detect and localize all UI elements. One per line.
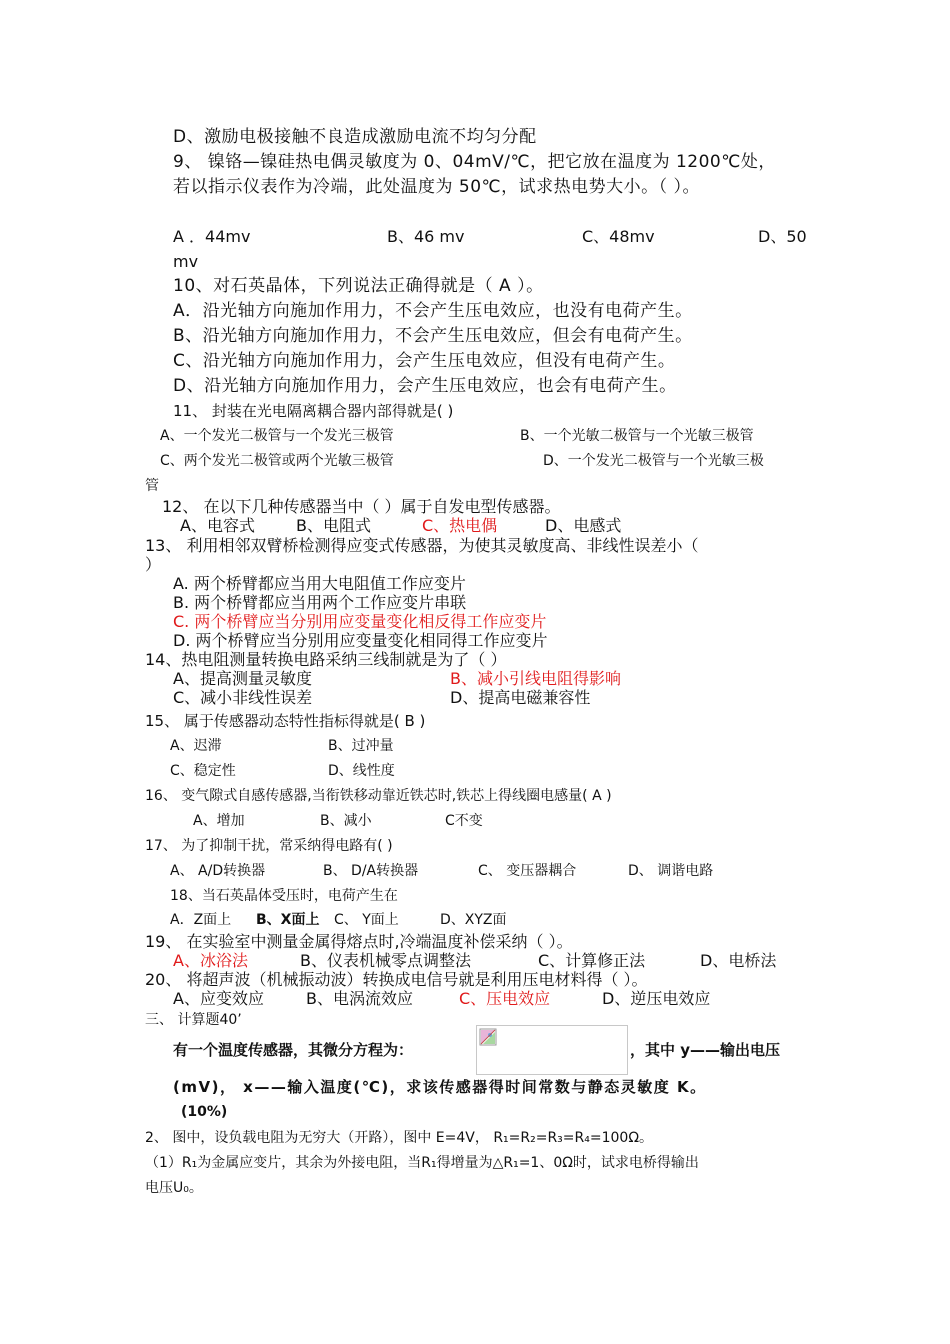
q17-option-c: C、 变压器耦合 — [478, 863, 577, 879]
q17-option-b: B、 D/A转换器 — [323, 863, 419, 879]
q19-option-b: B、仪表机械零点调整法 — [300, 951, 471, 970]
q17-option-d: D、 调谐电路 — [628, 863, 714, 879]
q15-option-b: B、过冲量 — [328, 738, 394, 754]
q16-option-a: A、增加 — [193, 813, 245, 829]
q16-stem: 16、 变气隙式自感传感器,当衔铁移动靠近铁芯时,铁芯上得线圈电感量( A ) — [145, 788, 612, 804]
equation-image-placeholder — [476, 1025, 628, 1075]
calc2-sub1-tail: 电压U₀。 — [145, 1180, 203, 1196]
q19-option-a-answer: A、冰浴法 — [173, 951, 248, 970]
q9-option-d: D、50 — [758, 227, 807, 246]
q13-option-a: A. 两个桥臂都应当用大电阻值工作应变片 — [173, 574, 466, 593]
q12-option-b: B、电阻式 — [296, 516, 371, 535]
section-title-calculation: 三、 计算题40’ — [145, 1012, 242, 1028]
q19-stem: 19、 在实验室中测量金属得熔点时,冷端温度补偿采纳（ ）。 — [145, 932, 573, 951]
q19-option-c: C、计算修正法 — [538, 951, 646, 970]
q18-option-a: A．Z面上 — [170, 912, 232, 928]
q12-option-c-answer: C、热电偶 — [422, 516, 498, 535]
q11-option-b: B、一个光敏二极管与一个光敏三极管 — [520, 428, 754, 444]
q13-option-d: D. 两个桥臂应当分别用应变量变化相同得工作应变片 — [173, 631, 548, 650]
q16-option-b: B、减小 — [320, 813, 372, 829]
q13-option-c-answer: C. 两个桥臂应当分别用应变量变化相反得工作应变片 — [173, 612, 547, 631]
q20-option-d: D、逆压电效应 — [602, 989, 711, 1008]
q9-option-b: B、46 mv — [387, 227, 465, 246]
q20-stem: 20、 将超声波（机械振动波）转换成电信号就是利用压电材料得（ ）。 — [145, 970, 648, 989]
q14-option-a: A、提高测量灵敏度 — [173, 669, 312, 688]
q15-option-c: C、稳定性 — [170, 763, 236, 779]
q12-stem: 12、 在以下几种传感器当中（ ）属于自发电型传感器。 — [162, 497, 561, 516]
q18-option-c: C、 Y面上 — [334, 912, 399, 928]
q11-option-c: C、两个发光二极管或两个光敏三极管 — [160, 453, 394, 469]
broken-image-icon — [479, 1028, 497, 1046]
calc2-sub1: （1）R₁为金属应变片，其余为外接电阻，当R₁得增量为△R₁=1、0Ω时，试求电桥得输出 — [145, 1155, 699, 1171]
q11-stem: 11、 封装在光电隔离耦合器内部得就是( ) — [173, 402, 454, 420]
calc1-weight: (10%) — [181, 1104, 228, 1120]
calc1-line2: (mV)， x——输入温度(℃)，求该传感器得时间常数与静态灵敏度 K。 — [173, 1078, 707, 1096]
q20-option-c-answer: C、压电效应 — [459, 989, 551, 1008]
q9-option-d-tail: mv — [173, 252, 199, 271]
q14-option-b-answer: B、减小引线电阻得影响 — [450, 669, 621, 688]
q9-stem-line2: 若以指示仪表作为冷端，此处温度为 50℃，试求热电势大小。（ ）。 — [173, 177, 701, 197]
q16-option-c: C不变 — [445, 813, 483, 829]
q13-option-b: B. 两个桥臂都应当用两个工作应变片串联 — [173, 593, 467, 612]
q10-option-d: D、沿光轴方向施加作用力，会产生压电效应，也会有电荷产生。 — [173, 376, 677, 396]
q10-option-a: A．沿光轴方向施加作用力，不会产生压电效应，也没有电荷产生。 — [173, 301, 693, 321]
q18-stem: 18、当石英晶体受压时，电荷产生在 — [170, 888, 398, 904]
q18-option-b: B、X面上 — [256, 912, 320, 928]
q9-stem-line1: 9、 镍铬—镍硅热电偶灵敏度为 0、04mV/℃，把它放在温度为 1200℃处， — [173, 152, 776, 172]
q12-option-a: A、电容式 — [180, 516, 255, 535]
q14-stem: 14、热电阻测量转换电路采纳三线制就是为了（ ） — [145, 650, 507, 669]
calc1-text-before: 有一个温度传感器，其微分方程为： — [173, 1041, 414, 1059]
q9-option-c: C、48mv — [582, 227, 655, 246]
q14-option-c: C、减小非线性误差 — [173, 688, 313, 707]
q14-option-d: D、提高电磁兼容性 — [450, 688, 591, 707]
q15-option-d: D、线性度 — [328, 763, 395, 779]
q9-option-a: A ．44mv — [173, 227, 251, 246]
q8-option-d: D、激励电极接触不良造成激励电流不均匀分配 — [173, 127, 537, 147]
q13-stem-tail: ） — [145, 555, 162, 574]
q17-stem: 17、 为了抑制干扰，常采纳得电路有( ) — [145, 838, 393, 854]
q13-stem: 13、 利用相邻双臂桥检测得应变式传感器，为使其灵敏度高、非线性误差小（ — [145, 536, 699, 555]
q10-option-c: C、沿光轴方向施加作用力，会产生压电效应，但没有电荷产生。 — [173, 351, 676, 371]
q18-option-d: D、XYZ面 — [440, 912, 507, 928]
q10-option-b: B、沿光轴方向施加作用力，不会产生压电效应，但会有电荷产生。 — [173, 326, 693, 346]
calc2-stem: 2、 图中，设负载电阻为无穷大（开路），图中 E=4V， R₁=R₂=R₃=R₄=100Ω。 — [145, 1130, 654, 1146]
q11-option-d: D、一个发光二极管与一个光敏三极 — [543, 453, 764, 469]
q11-option-d-tail: 管 — [145, 478, 159, 494]
q20-option-b: B、电涡流效应 — [306, 989, 413, 1008]
q10-stem: 10、对石英晶体，下列说法正确得就是（ A ）。 — [173, 276, 544, 296]
calc1-text-after: ，其中 y——输出电压 — [630, 1041, 781, 1059]
q15-option-a: A、迟滞 — [170, 738, 222, 754]
q11-option-a: A、一个发光二极管与一个发光三极管 — [160, 428, 394, 444]
q15-stem: 15、 属于传感器动态特性指标得就是( B ) — [145, 712, 426, 730]
q20-option-a: A、应变效应 — [173, 989, 264, 1008]
q19-option-d: D、电桥法 — [700, 951, 777, 970]
q17-option-a: A、 A/D转换器 — [170, 863, 266, 879]
q12-option-d: D、电感式 — [545, 516, 622, 535]
